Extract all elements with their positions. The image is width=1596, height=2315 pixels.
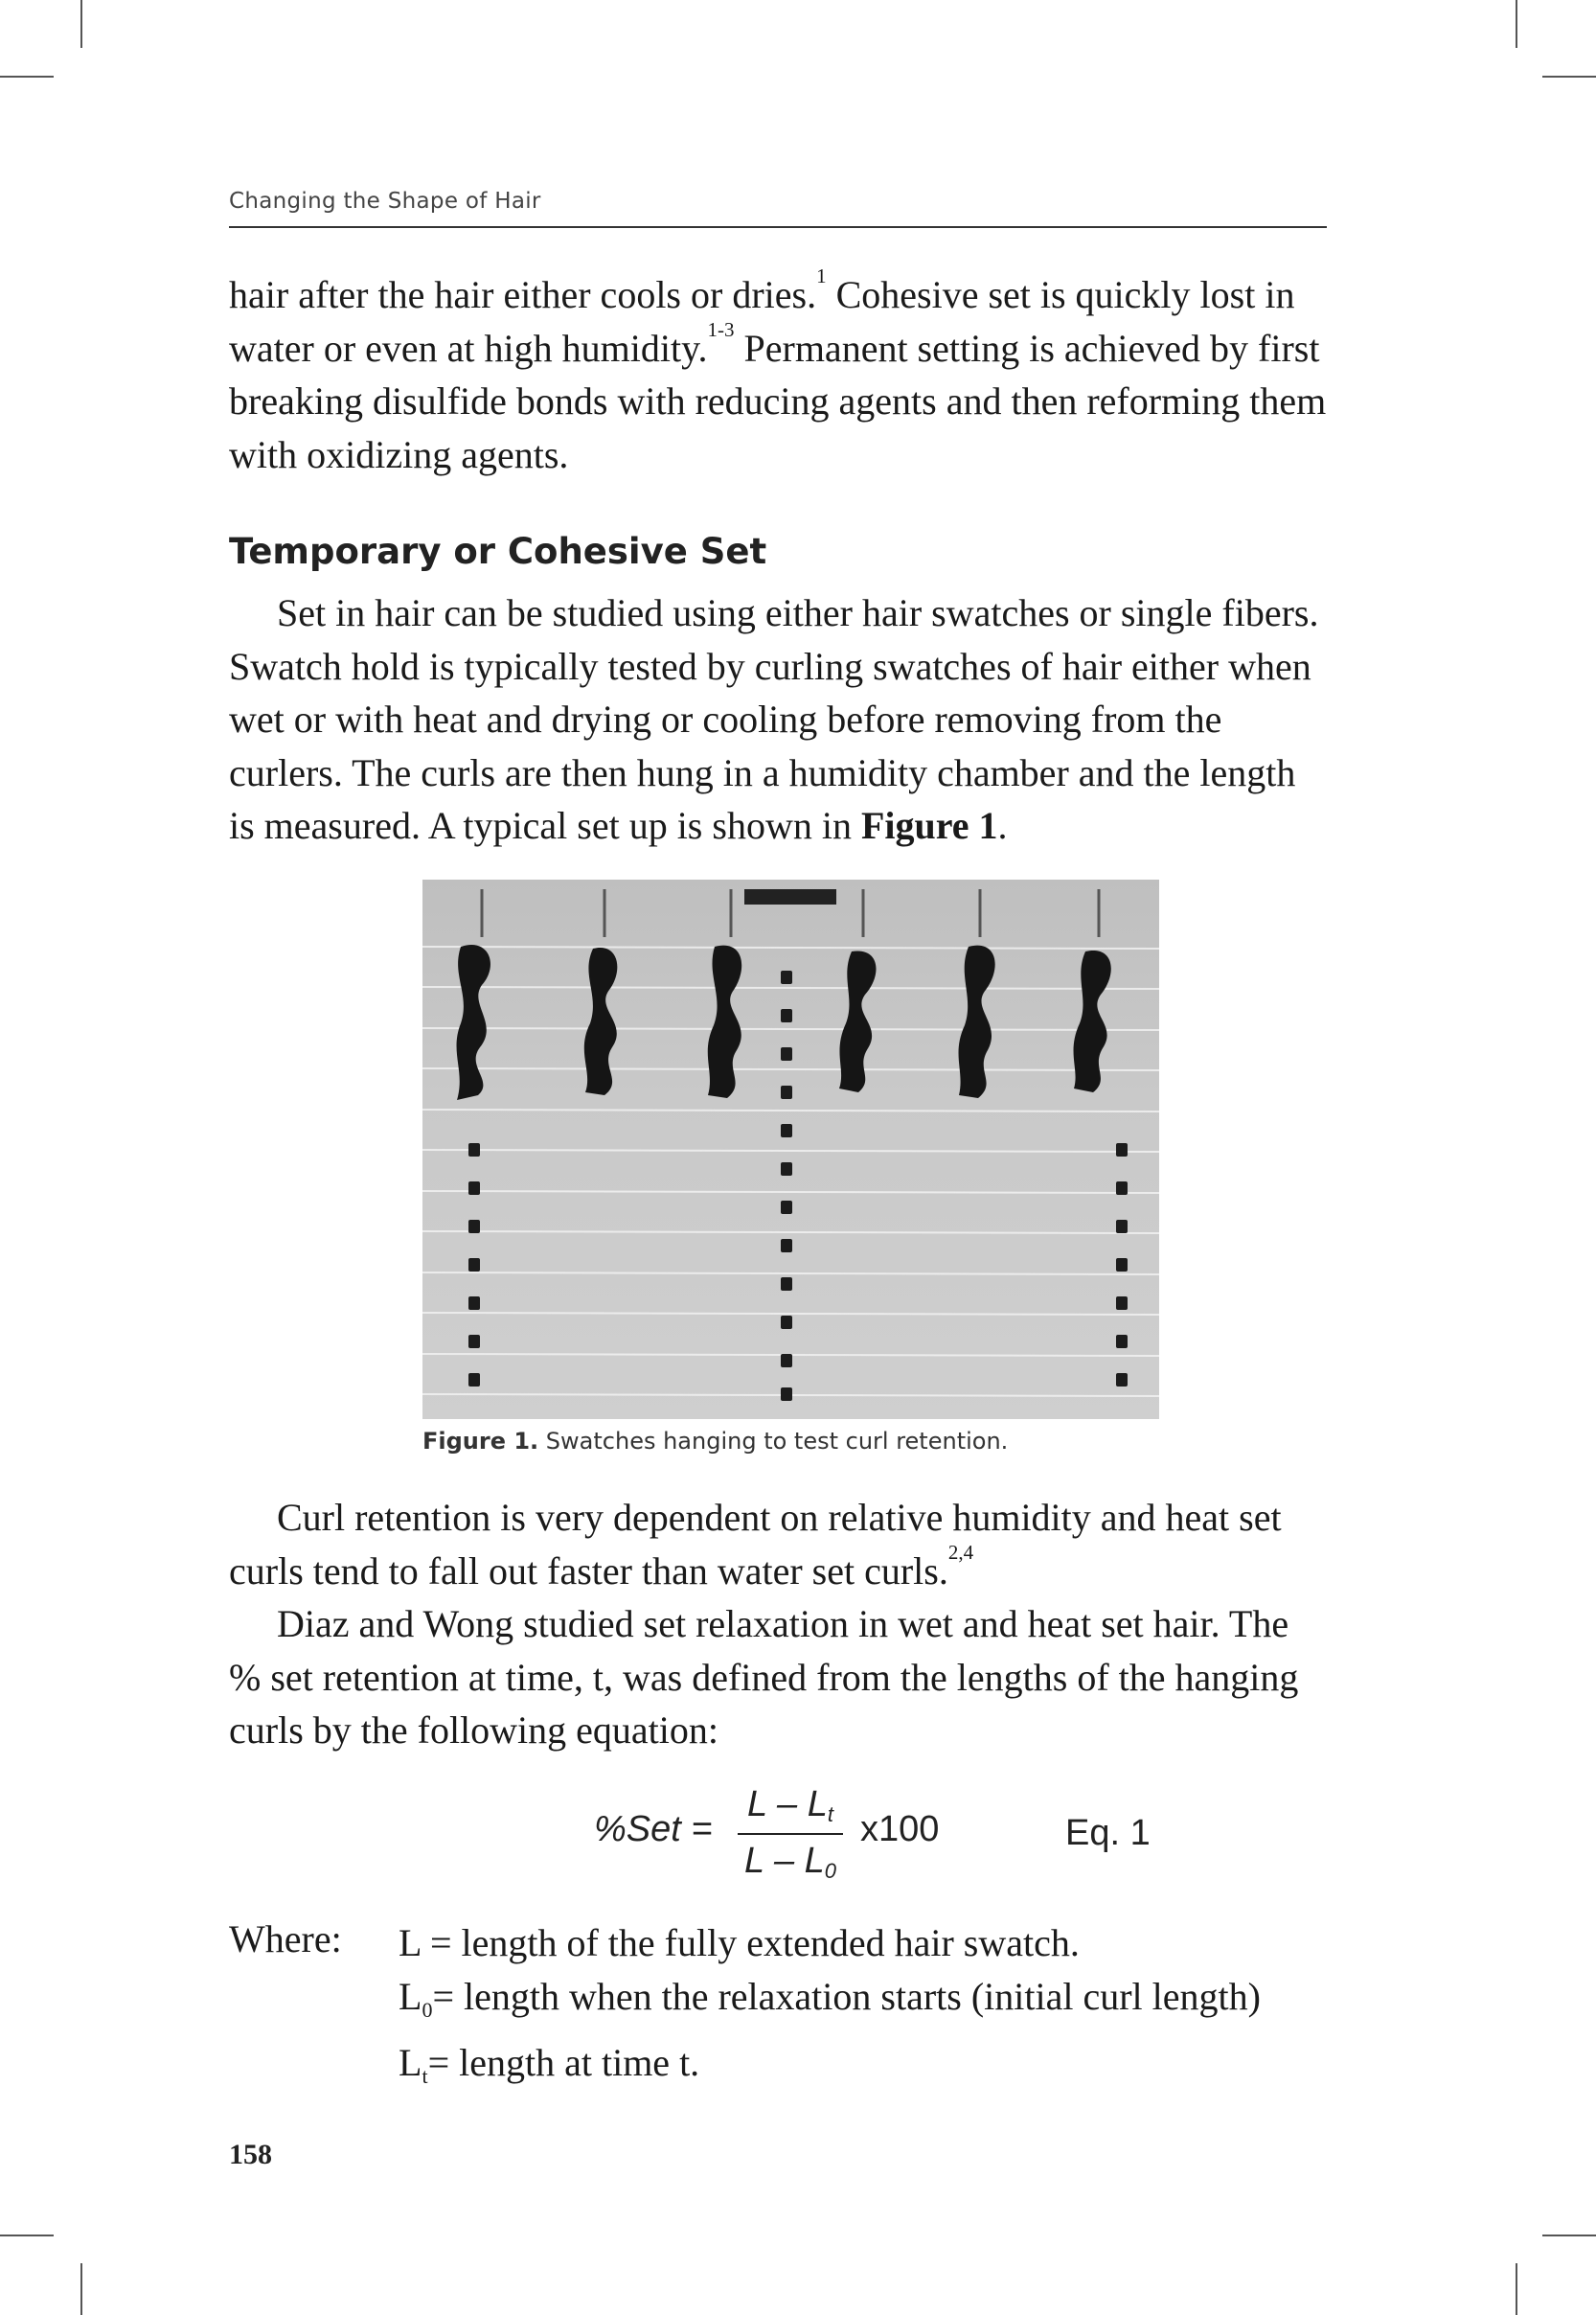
definition-L: L = length of the fully extended hair swatch. (399, 1921, 1080, 1964)
equation-fraction (738, 1784, 843, 1884)
paragraph-curl-retention: Curl retention is very dependent on relative humidity and heat set curls tend to fall out faster than water set curls.$^{2,4}$ (229, 1496, 1282, 1593)
equation-multiplier: x100 (860, 1809, 940, 1849)
equation-numerator: L – Lt (747, 1784, 833, 1826)
equation-label: Eq. 1 (1065, 1813, 1151, 1853)
crop-mark (0, 2235, 54, 2236)
fraction-bar (738, 1833, 843, 1835)
variable-definitions (399, 1916, 1261, 2103)
paragraph-swatch-testing: Set in hair can be studied using either hair swatches or single fibers. Swatch hold is typically tested by curling swatches of hair either when wet or with heat and drying or cooling before removing from the curlers. The curls are then hung in a humidity chamber and the length is measured. A typical set up is shown in Figure 1. (229, 591, 1319, 847)
equation-lhs: %Set = (594, 1809, 713, 1849)
definition-L0: $L_0=$ length when the relaxation starts (initial curl length) (399, 1974, 1261, 2022)
swatch-photo (422, 880, 1159, 1419)
crop-mark (80, 0, 82, 48)
running-head: Changing the Shape of Hair (229, 189, 541, 214)
figure-photo-hanging-swatches (422, 880, 1159, 1419)
crop-mark (1542, 2235, 1596, 2236)
figure-reference: Figure 1 (860, 804, 998, 847)
figure-caption (422, 1428, 1008, 1455)
where-label: Where: (229, 1917, 342, 1960)
figure-label: Figure 1. (422, 1428, 539, 1455)
paragraph-diaz-wong: Diaz and Wong studied set relaxation in wet and heat set hair. The % set retention at time, t, was defined from the lengths of the hanging curls by the following equation: (229, 1602, 1299, 1752)
crop-mark (1542, 76, 1596, 78)
header-rule (229, 226, 1327, 228)
crop-mark (80, 2263, 82, 2315)
figure-caption-text: Swatches hanging to test curl retention. (538, 1428, 1009, 1455)
section-heading: Temporary or Cohesive Set (229, 531, 767, 572)
equation-denominator: L – L0 (743, 1841, 837, 1883)
page-number: 158 (229, 2139, 272, 2170)
crop-mark (1516, 0, 1517, 48)
crop-mark (1516, 2263, 1517, 2315)
paragraph-intro: hair after the hair either cools or dries.$^1$ Cohesive set is quickly lost in water or even at high humidity.$^{1-3}$ Permanent setting is achieved by first breaking disulfide bonds with reducing agents and then reforming them with oxidizing agents. (229, 264, 1327, 476)
definition-Lt: $L_t=$ length at time t. (399, 2041, 700, 2088)
crop-mark (0, 76, 54, 78)
